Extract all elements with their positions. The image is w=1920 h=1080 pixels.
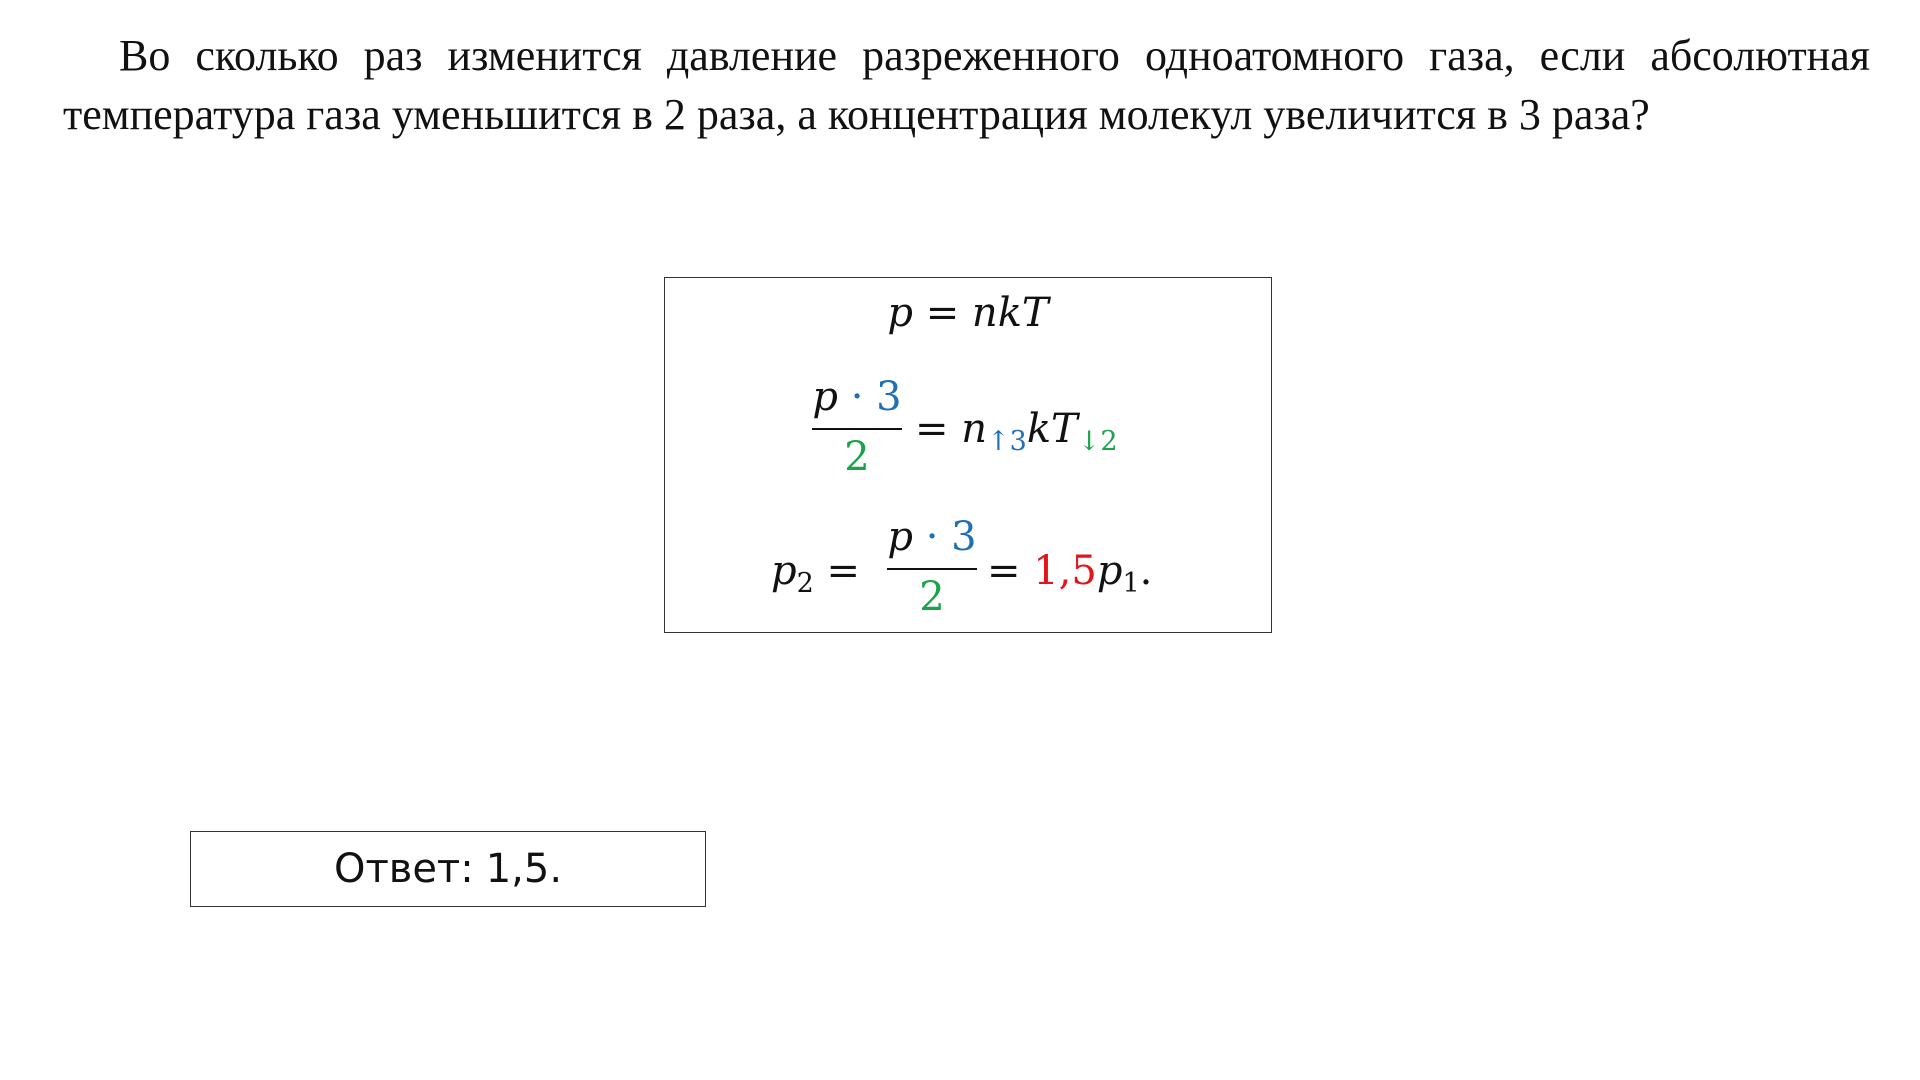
symbol-kT: kT: [1026, 406, 1078, 452]
symbol-n: n: [961, 406, 987, 452]
fraction-p-times-3-over-2: [887, 514, 977, 624]
symbol-p2: [771, 548, 860, 599]
formula-changed-params: [915, 406, 1118, 457]
symbol-p: p: [1096, 548, 1123, 594]
fraction-bar: [812, 428, 902, 430]
answer-value: 1,5.: [485, 846, 563, 892]
numerator-p: p: [887, 514, 913, 560]
formula-ideal-gas: p = nkT: [887, 290, 1049, 336]
equals-sign: =: [813, 548, 861, 594]
fraction-p-times-3-over-2: [812, 374, 902, 484]
T-decrease-subscript: ↓2: [1077, 426, 1118, 457]
symbol-p: p: [771, 548, 797, 594]
p-subscript-2: 2: [796, 568, 814, 599]
numerator-times-3: · 3: [838, 374, 902, 420]
solution-box: [664, 277, 1272, 633]
numerator-times-3: · 3: [913, 514, 977, 560]
equals-sign: =: [915, 406, 962, 452]
p-subscript-1: 1: [1122, 568, 1140, 599]
problem-text: Во сколько раз изменится давление разреженного одноатомного газа, если абсолютная температура газа уменьшится в 2 раза, а концентрация молекул увеличится в 3 раза?: [63, 31, 1870, 139]
answer-box: [190, 831, 706, 907]
numerator-p: p: [812, 374, 838, 420]
fraction-numerator: [812, 374, 902, 420]
answer-label: Ответ:: [333, 846, 474, 892]
n-increase-subscript: ↑3: [987, 426, 1027, 457]
period: .: [1139, 548, 1153, 594]
fraction-numerator: [887, 514, 977, 560]
fraction-bar: [887, 568, 977, 570]
result-factor: 1,5: [1033, 548, 1097, 594]
equals-sign: =: [987, 548, 1034, 594]
result-expression: [987, 548, 1152, 599]
fraction-denominator: 2: [919, 574, 945, 620]
fraction-denominator: 2: [844, 434, 870, 480]
